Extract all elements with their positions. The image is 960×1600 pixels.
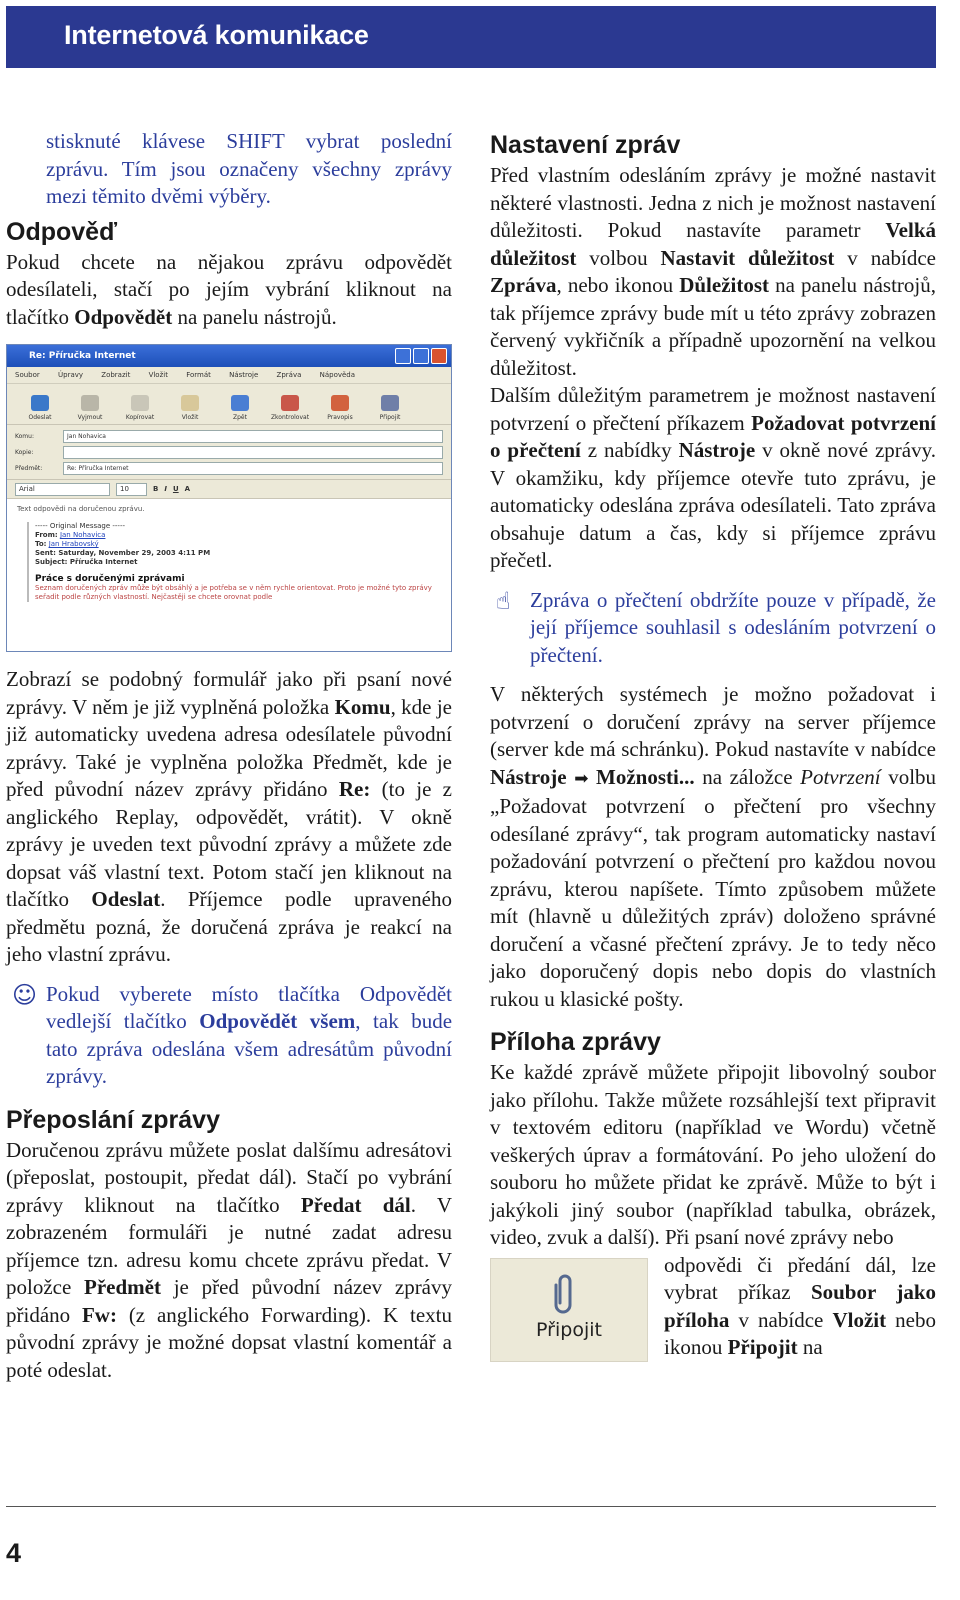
menu-item[interactable]: Úpravy [58,371,84,379]
close-icon[interactable] [431,348,447,364]
copy-icon [131,395,149,411]
reply-paragraph-1: Pokud chcete na nějakou zprávu odpovědět odesílateli, stačí po jejím vybrání kliknout na tlačítko Odpovědět na panelu nástrojů. [6,249,452,329]
forward-heading: Přeposlání zprávy [6,1105,220,1134]
settings-heading: Nastavení zpráv [490,131,681,159]
font-size-select[interactable]: 10 [116,483,147,496]
reply-window-screenshot [6,344,452,652]
spelling-icon [331,395,349,411]
check-button[interactable]: Zkontrolovat [265,395,315,424]
undo-button[interactable]: Zpět [215,395,265,424]
settings-paragraph-1: Před vlastním odesláním zprávy je možné nastavit některé vlastnosti. Jedna z nich je možnost nastavení důležitosti. Pokud nastavíte parametr Velká důležitost volbou Nastavit důležitost v nabídce Zpráva, nebo ikonou Důležitost na panelu nástrojů, tak příjemce zprávy bude mít u této zprávy zobrazen červený vykřičník a případně upozornění na velkou důležitost. [490,163,937,380]
attachment-paragraph-2: odpovědi či předání dál, lze vybrat příkaz Soubor jako příloha v nabídce Vložit nebo ikonou Připojit na [664,1252,937,1359]
paste-icon [181,395,199,411]
send-button[interactable]: Odeslat [15,395,65,424]
page-number: 4 [6,1538,22,1568]
cc-field[interactable] [63,446,443,459]
spelling-button[interactable]: Pravopis [315,395,365,424]
address-fields: Komu: Jan Nohavica Kopie: Předmět: Re: Příručka Internet [7,425,451,479]
font-color-icon[interactable]: A [184,485,191,493]
window-titlebar [7,345,451,367]
menu-item[interactable]: Nástroje [229,371,259,379]
reply-paragraph-2: Zobrazí se podobný formulář jako při psaní nové zprávy. V něm je již vyplněná položka Komu, kde je již automaticky uvedena adresa odesílatele původní zprávy. Také je vyplněna položka Předmět, kde je před původní název zprávy přidáno Re: (to je z anglického Replay, odpovědět, vrátit). V okně zprávy je uveden text původní zprávy a můžete zde dopsat váš vlastní text. Potom stačí jen kliknout na tlačítko Odeslat. Příjemce podle upraveného předmětu pozná, že doručená zpráva je reakcí na jeho vlastní zprávu. [6,667,453,966]
format-toolbar [7,479,451,499]
forward-paragraph: Doručenou zprávu můžete poslat dalšímu adresátovi (přeposlat, postoupit, předat dál). Stačí po vybrání zprávy kliknout na tlačítko Předat dál. V zobrazeném formuláři je nutné zadat adresu příjemce tzn. adresu komu chcete zprávu předat. V položce Předmět je před původní název zprávy přidáno Fw: (z anglického Forwarding). K textu původní zprávy je možné dopsat vlastní komentář a poté odeslat. [6,1137,453,1382]
window-toolbar [7,384,451,425]
window-menubar [7,367,451,384]
pointing-hand-icon: ☝ [496,586,511,615]
menu-item[interactable]: Zobrazit [101,371,131,379]
underline-icon[interactable]: U [172,485,179,493]
copy-button[interactable]: Kopírovat [115,395,165,424]
to-field[interactable]: Jan Nohavica [63,430,443,443]
menu-item[interactable]: Nápověda [319,371,356,379]
menu-item[interactable]: Vložit [148,371,168,379]
paste-button[interactable]: Vložit [165,395,215,424]
check-names-icon [281,395,299,411]
footer-rule [6,1506,936,1507]
scissors-icon [81,395,99,411]
font-select[interactable]: Arial [15,483,110,496]
intro-paragraph: stisknuté klávese SHIFT vybrat poslední zprávu. Tím jsou označeny všechny zprávy mezi těmito dvěmi výběry. [46,129,452,208]
original-message: ----- Original Message ----- From: Jan Nohavica To: Jan Hrabovský Sent: Saturday, November 29, 2003 4:11 PM Subject: Příručka Internet Práce s doručenými zprávami Seznam doručených zpráv může být obsáhlý a je potřeba se v něm rychle orientovat. Proto je možné tyto zprávy seřadit podle různých vlastností. Nejčastěji se chcete orovnat podle [27,522,441,602]
read-receipt-tip: ☝ Zpráva o přečtení obdržíte pouze v případě, že její příjemce souhlasil s odesláním potvrzení o přečtení. [496,586,936,667]
attach-button-image: Připojit [490,1258,648,1362]
menu-item[interactable]: Formát [186,371,211,379]
attachment-heading: Příloha zprávy [490,1028,661,1056]
arrow-right-icon: ➡ [574,768,589,789]
cut-button[interactable]: Vyjmout [65,395,115,424]
attachment-block [490,1252,936,1362]
attach-toolbar-button[interactable]: Připojit [365,395,415,424]
subject-field[interactable]: Re: Příručka Internet [63,462,443,475]
right-column [490,128,936,1362]
minimize-icon[interactable] [395,348,411,364]
bold-icon[interactable]: B [153,485,159,493]
settings-paragraph-3: V některých systémech je možno požadovat i potvrzení o doručení zprávy na server příjemce (server kde má schránku). Pokud nastavíte v nabídce Nástroje ➡ Možnosti... na záložce Potvrzení volbu „Požadovat potvrzení o přečtení pro všechny odesílané zprávy“, tak program automaticky nastaví požadování potvrzení o přečtení pro každou novou zprávu, kterou napíšete. Tímto způsobem můžete mít (hlavně u důležitých zpráv) doloženo správné doručení a včasné přečtení zprávy. Je to tedy něco jako doporučený dopis nebo dopis do vlastních rukou u klasické pošty. [490,682,937,1011]
window-title: Re: Příručka Internet [29,351,136,361]
settings-paragraph-2: Dalším důležitým parametrem je možnost nastavení potvrzení o přečtení příkazem Požadovat potvrzení o přečtení z nabídky Nástroje v okně nové zprávy. V okamžiku, kdy příjemce otevře tuto zprávu, je automaticky odeslána zpráva odesílateli. Tato zpráva obsahuje datum a čas, kdy si příjemce zprávu přečetl. [490,383,936,572]
paperclip-icon [381,395,399,411]
smiley-icon: ☺ [12,980,38,1009]
page-header [6,6,936,68]
undo-icon [231,395,249,411]
left-column [6,128,452,1384]
maximize-icon[interactable] [413,348,429,364]
send-icon [31,395,49,411]
header-title: Internetová komunikace [64,20,369,50]
italic-icon[interactable]: I [164,485,167,493]
menu-item[interactable]: Zpráva [276,371,302,379]
message-body[interactable]: Text odpovědi na doručenou zprávu. ----- Original Message ----- From: Jan Nohavica To: Jan Hrabovský Sent: Saturday, November 29, 2003 4:11 PM Subject: Příručka Internet Práce s doručenými zprávami Seznam doručených zpráv může být obsáhlý a je potřeba se v něm rychle orientovat. Proto je možné tyto zprávy seřadit podle různých vlastností. Nejčastěji se chcete orovnat podle [7,499,451,652]
reply-all-tip: ☺ Pokud vyberete místo tlačítka Odpovědět vedlejší tlačítko Odpovědět všem, tak bude tato zpráva odeslána všem adresátům původní zprávy. [12,980,453,1088]
paperclip-icon [551,1273,579,1317]
reply-heading: Odpověď [6,217,118,246]
menu-item[interactable]: Soubor [15,371,40,379]
attachment-paragraph-1: Ke každé zprávě můžete připojit libovolný soubor jako přílohu. Takže můžete rozsáhlejší text připravit v textovém editoru (například ve Wordu) včetně veškerých úprav a formátování. Po jeho uložení do souboru ho můžete přidat ke zprávě. Může to být i jakýkoli jiný soubor (například tabulka, obrázek, video, zvuk a další). Při psaní nové zprávy nebo [490,1060,936,1249]
